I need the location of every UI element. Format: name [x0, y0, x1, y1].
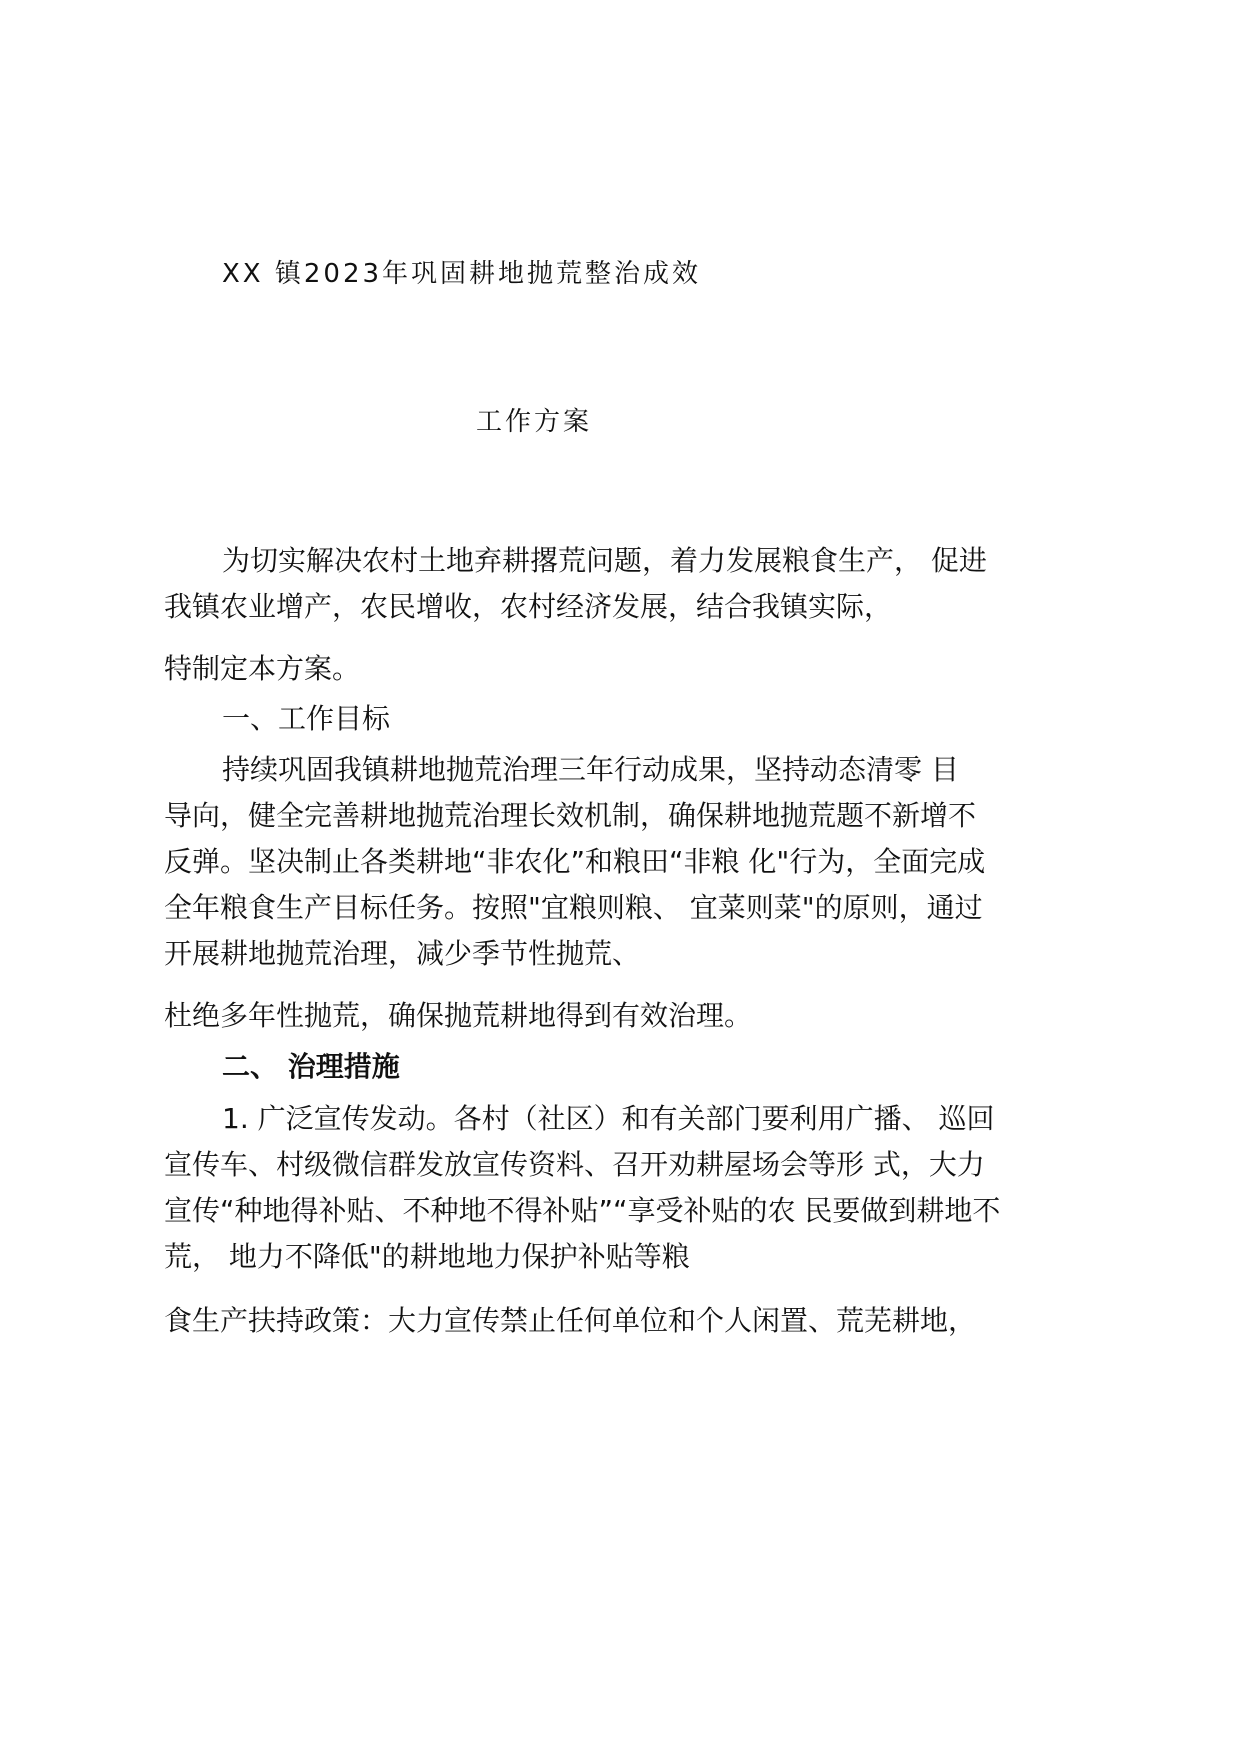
section-line: 食生产扶持政策：大力宣传禁止任何单位和个人闲置、荒芜耕地， [164, 1304, 977, 1337]
intro-line: 为切实解决农村土地弃耕撂荒问题，着力发展粮食生产， 促进 [222, 544, 987, 577]
section-line: 1. 广泛宣传发动。各村（社区）和有关部门要利用广播、 巡回 [222, 1102, 995, 1135]
section-heading: 一、工作目标 [222, 702, 391, 735]
intro-line: 我镇农业增产，农民增收，农村经济发展，结合我镇实际， [164, 590, 893, 623]
section-line: 反弹。坚决制止各类耕地“非农化”和粮田“非粮 化"行为，全面完成 [164, 845, 986, 878]
document-title: XX 镇2023年巩固耕地抛荒整治成效 [222, 259, 702, 289]
section-line: 杜绝多年性抛荒，确保抛荒耕地得到有效治理。 [164, 999, 753, 1032]
intro-line: 特制定本方案。 [164, 652, 361, 685]
section-line: 全年粮食生产目标任务。按照"宜粮则粮、 宜菜则菜"的原则，通过 [164, 891, 983, 924]
section-line: 荒， 地力不降低"的耕地地力保护补贴等粮 [164, 1240, 690, 1273]
section-line: 宣传车、村级微信群发放宣传资料、召开劝耕屋场会等形 式，大力 [164, 1148, 985, 1181]
section-line: 开展耕地抛荒治理，减少季节性抛荒、 [164, 937, 641, 970]
section-line: 宣传“种地得补贴、不种地不得补贴”“享受补贴的农 民要做到耕地不 [164, 1194, 1001, 1227]
section-heading: 二、 治理措施 [222, 1050, 400, 1083]
document-subtitle: 工作方案 [476, 407, 593, 437]
section-line: 导向，健全完善耕地抛荒治理长效机制，确保耕地抛荒题不新增不 [164, 799, 977, 832]
section-line: 持续巩固我镇耕地抛荒治理三年行动成果，坚持动态清零 目 [222, 753, 959, 786]
